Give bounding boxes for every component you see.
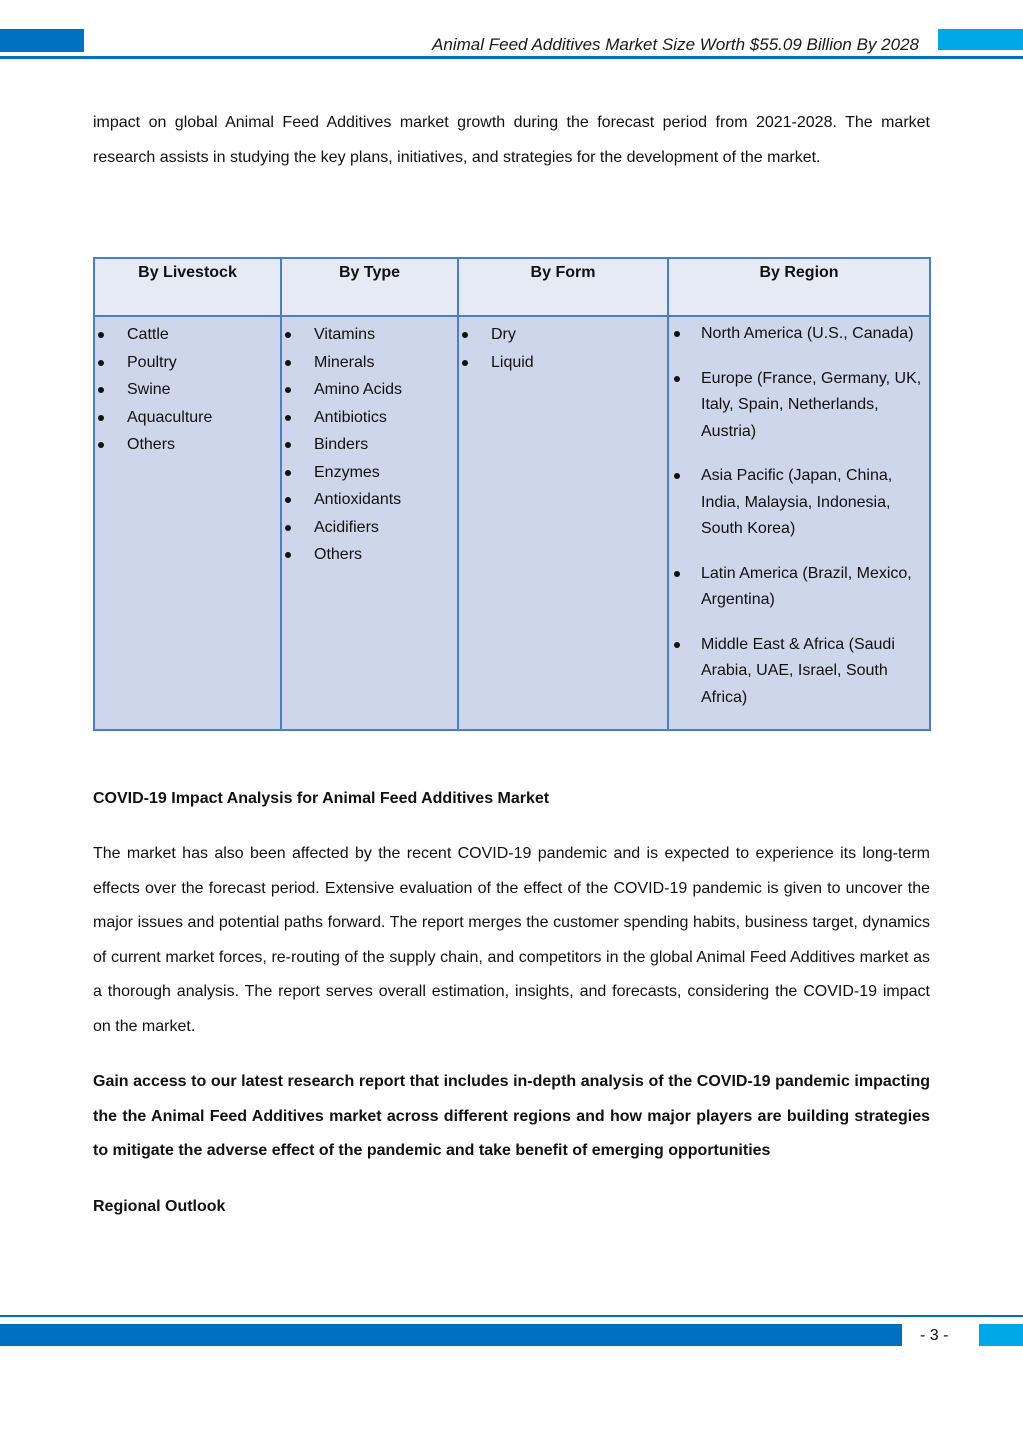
type-cell [281,316,458,730]
footer-accent-right [979,1324,1023,1346]
table-row [94,316,930,730]
list-item: Others [95,431,280,459]
list-item: Antibiotics [282,404,457,432]
list-item: Antioxidants [282,486,457,514]
covid-paragraph: The market has also been affected by the recent COVID-19 pandemic and is expected to experience its long-term effects over the forecast period. Extensive evaluation of the effect of the COVID-19 pandemic is given to uncover the major issues and potential paths forward. The report merges the customer spending habits, business target, dynamics of current market forces, re-routing of the supply chain, and competitors in the global Animal Feed Additives market as a thorough analysis. The report serves overall estimation, insights, and forecasts, considering the COVID-19 impact on the market. [93,845,930,1035]
list-item: Binders [282,431,457,459]
list-item: Others [282,541,457,569]
region-list [669,321,929,711]
list-item: Europe (France, Germany, UK, Italy, Spain, Netherlands, Austria) [669,366,929,446]
regional-outlook-heading: Regional Outlook [93,1198,226,1215]
list-item: Vitamins [282,321,457,349]
header-rule [0,56,1023,59]
type-list [282,321,457,569]
column-header-region: By Region [668,258,930,316]
livestock-list [95,321,280,459]
segmentation-table [93,257,931,731]
region-cell [668,316,930,730]
list-item: Liquid [459,349,667,377]
list-item: Asia Pacific (Japan, China, India, Malaysia, Indonesia, South Korea) [669,463,929,543]
table-header-row [94,258,930,316]
list-item: Latin America (Brazil, Mexico, Argentina) [669,561,929,614]
column-header-type: By Type [281,258,458,316]
livestock-cell [94,316,281,730]
list-item: Poultry [95,349,280,377]
column-header-form: By Form [458,258,668,316]
header-accent-left [0,29,84,52]
covid-heading: COVID-19 Impact Analysis for Animal Feed Additives Market [93,790,550,807]
intro-paragraph: impact on global Animal Feed Additives market growth during the forecast period from 2021-2028. The market research assists in studying the key plans, initiatives, and strategies for the development of the market. [93,114,930,166]
page-header-title: Animal Feed Additives Market Size Worth $55.09 Billion By 2028 [432,35,919,54]
list-item: Dry [459,321,667,349]
form-list [459,321,667,376]
footer-bar [0,1324,902,1346]
list-item: Enzymes [282,459,457,487]
list-item: North America (U.S., Canada) [669,321,929,348]
list-item: Middle East & Africa (Saudi Arabia, UAE, Israel, South Africa) [669,632,929,712]
page-number: - 3 - [920,1327,949,1344]
list-item: Cattle [95,321,280,349]
list-item: Acidifiers [282,514,457,542]
list-item: Swine [95,376,280,404]
form-cell [458,316,668,730]
covid-cta-paragraph: Gain access to our latest research report that includes in-depth analysis of the COVID-19 pandemic impacting the the Animal Feed Additives market across different regions and how major players are building strategies to mitigate the adverse effect of the pandemic and take benefit of emerging opportunities [93,1073,930,1159]
header-accent-right [938,29,1023,50]
list-item: Minerals [282,349,457,377]
list-item: Aquaculture [95,404,280,432]
footer-rule [0,1315,1023,1317]
column-header-livestock: By Livestock [94,258,281,316]
list-item: Amino Acids [282,376,457,404]
